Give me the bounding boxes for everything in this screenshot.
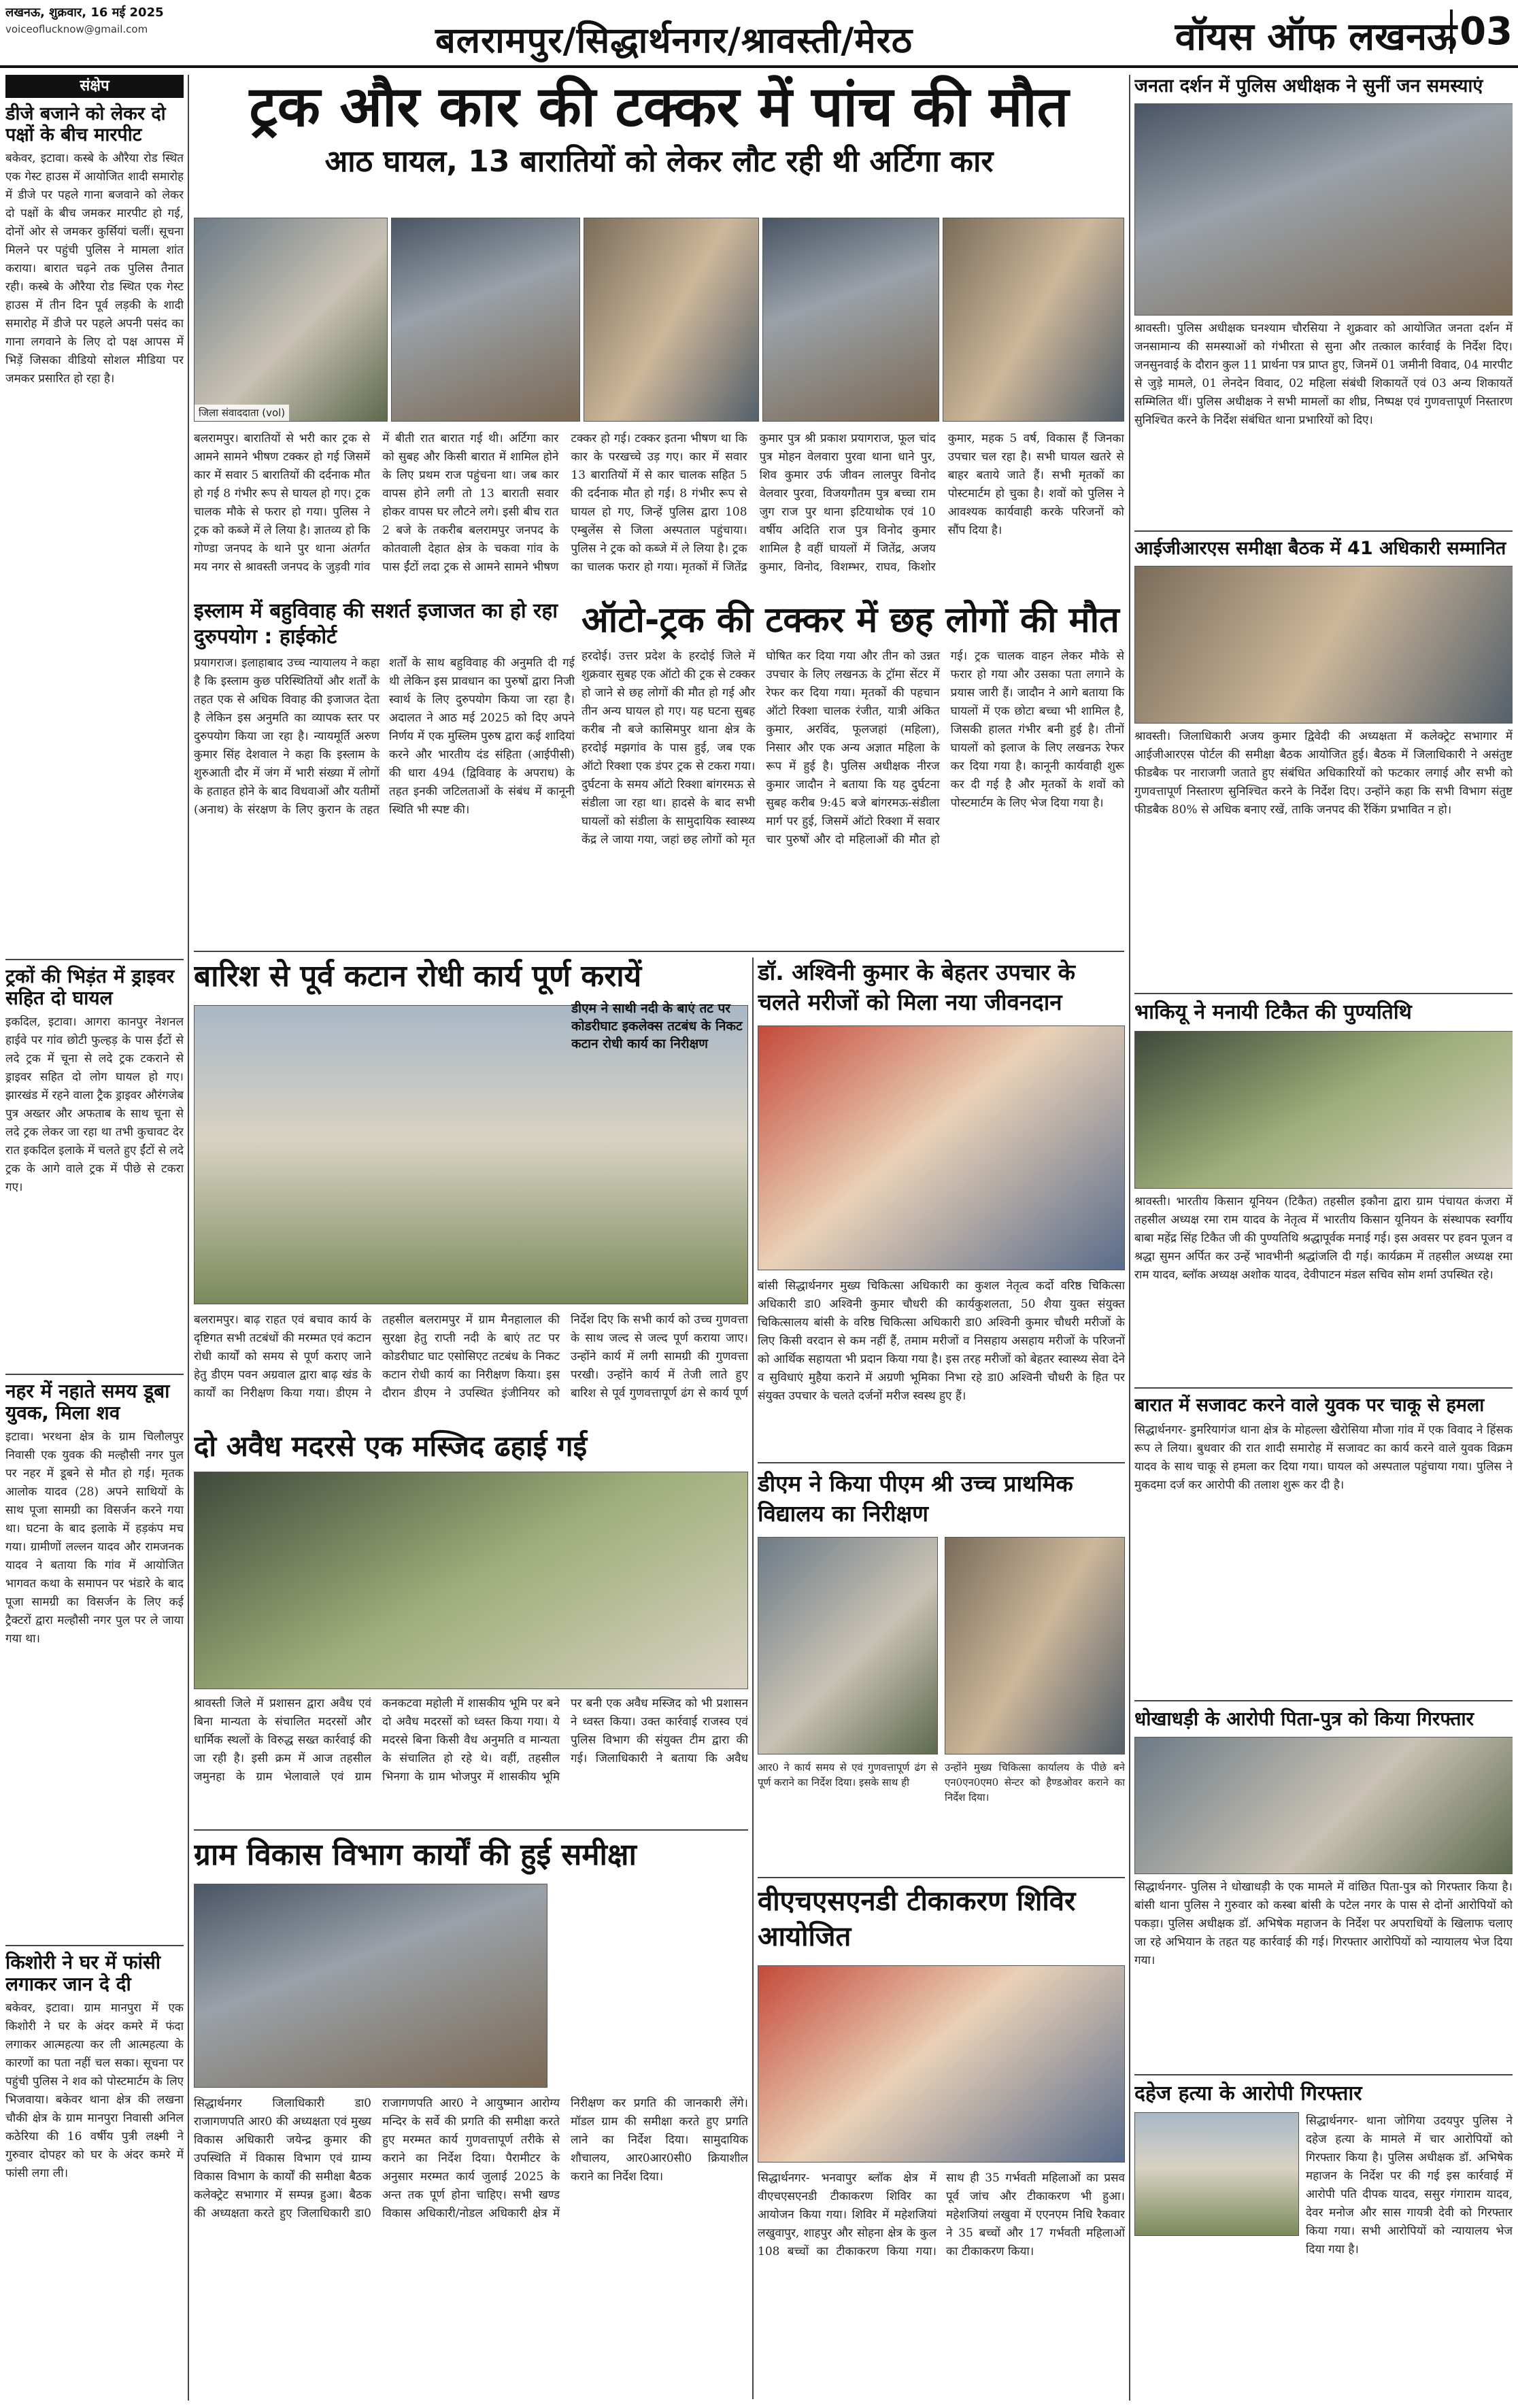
doctor-patient-photo <box>758 1025 1125 1270</box>
barish-bullet: डीएम ने साथी नदी के बाएं तट पर कोडरीघाट इकलेक्स तटबंध के निकट कटान रोधी कार्य का निरीक्षण <box>571 1001 743 1051</box>
brief-story-1-title[interactable]: डीजे बजाने को लेकर दो पक्षों के बीच मारपीट <box>5 103 166 146</box>
gram-vikas-body: सिद्धार्थनगर जिलाधिकारी डा0 राजागणपति आर0 की अध्यक्षता एवं मुख्य विकास अधिकारी जयेन्द्र कुमार की उपस्थिति में विकास विभाग एवं ग्राम्य विकास विभाग के कार्यों की समीक्षा बैठक कलेक्ट्रेट सभागार में सम्पन्न हुआ। बैठक की अध्यक्षता करते हुए जिलाधिकारी डा0 राजागणपति आर0 ने आयुष्मान आरोग्य मन्दिर के सर्वे की प्रगति की समीक्षा करते हुए मरम्मत कार्य गुणवत्तापूर्ण तरीके से कराने का निर्देश दिया। पैरामीटर के अनुसार मरम्मत कार्य जुलाई 2025 के अन्त तक पूर्ण होना चाहिए। सभी खण्ड विकास अधिकारी/नोडल अधिकारी क्षेत्र में निरीक्षण कर प्रगति की जानकारी लेंगे। मॉडल ग्राम की समीक्षा करते हुए प्रगति लाने का निर्देश दिया। सामुदायिक शौचालय, आर0आर0सी0 क्रियाशील कराने का निर्देश दिया। <box>194 2097 748 2220</box>
right-story-5-title[interactable]: धोखाधड़ी के आरोपी पिता-पुत्र को किया गिरफ्तार <box>1134 1708 1474 1730</box>
meeting-photo <box>194 1884 547 2088</box>
lead-story-body: बलरामपुर। बारातियों से भरी कार ट्रक से आमने सामने भीषण टक्कर हो गई जिसमें कार में सवार 5 बारातियों की दर्दनाक मौत हो गई 8 गंभीर रूप से घायल हो गए। ट्रक चालक मौके से फरार हो गया। पुलिस ने ट्रक को कब्जे में ले लिया है। ज्ञातव्य हो कि गोण्डा जनपद के थाने पुर थाना अंतर्गत मय नगर से श्रावस्ती जनपद के जुड़वी गांव में बीती रात बारात गई थी। अर्टिगा कार को सुबह और किसी बारात में शामिल होने के लिए प्रथम राज पहुंचना था। जब कार वापस होने लगी तो 13 बाराती सवार होकर वापस घर लौटने लगे। इसी बीच रात 2 बजे के तकरीब बलरामपुर जनपद के कोतवाली देहात क्षेत्र के चकवा गांव के पास ईंटों लदा ट्रक से आमने सामने भीषण टक्कर हो गई। टक्कर इतना भीषण था कि कार के परखच्चे उड़ गए। कार में सवार 13 बारातियों में से कार चालक सहित 5 की दर्दनाक मौत हो गई। 8 गंभीर रूप से घायल हो गए, जिन्हें पुलिस द्वारा 108 एम्बुलेंस से जिला अस्पताल पहुंचाया। पुलिस ने ट्रक को कब्जे में ले लिया है। ट्रक का चालक फरार हो गया। मृतकों में जितेंद्र कुमार पुत्र श्री प्रकाश प्रयागराज, फूल चांद पुत्र मोहन वेलवारा पुरवा थाना धाने पुर, शिव कुमार उर्फ जीवन लालपुर विनोद वेलवार पुरवा, विजयगौतम पुत्र बच्चा राम जुग राज पुर थाना इटियाथोक एवं 10 वर्षीय अदिति राज पुत्र विनोद कुमार शामिल है वहीं घायलों में जितेंद्र, अजय कुमार, विनोद, विशम्भर, राघव, किशोर कुमार, महक 5 वर्ष, विकास हैं जिनका उपचार चल रहा है। सभी घायल खतरे से बाहर बताये जाते हैं। सभी मृतकों का पोस्टमार्टम हो चुका है। शवों को पुलिस ने आवश्यक कार्यवाही करके परिजनों को सौंप दिया है। <box>194 432 1124 574</box>
brief-story-4 <box>5 1952 184 2380</box>
vaccination-headline[interactable]: वीएचएसएनडी टीकाकरण शिविर आयोजित <box>758 1886 1076 1952</box>
left-brief-column <box>5 75 184 2401</box>
brief-story-4-body: बकेवर, इटावा। ग्राम मानपुरा में एक किशोरी ने घर के अंदर कमरे में फंदा लगाकर आत्महत्या कर ली आत्महत्या के कारणों का पता नहीं चल सका। सूचना पर पहुंची पुलिस ने शव को पोस्टमार्टम के लिए भिजवाया। बकेवर थाना क्षेत्र की लखना चौकी क्षेत्र के ग्राम मानपुरा निवासी अनिल कठेरिया की 16 वर्षीय पुत्री लक्ष्मी ने गुरुवार दोपहर को घर के अंदर कमरे में फांसी लगा ली। <box>5 2001 184 2181</box>
newspaper-brand: वॉयस ऑफ लखनऊ <box>1175 15 1457 59</box>
divider <box>5 959 184 960</box>
tikait-anniversary-photo <box>1134 1031 1513 1189</box>
brief-story-3 <box>5 1380 184 1945</box>
masthead-rule <box>0 65 1518 68</box>
divider <box>758 1877 1125 1878</box>
right-story-4-body: सिद्धार्थनगर- डुमरियागंज थाना क्षेत्र के मोहल्ला खैरोसिया मौजा गांव में एक विवाद ने हिंसक रूप ले लिया। बुधवार की रात शादी समारोह में सजावट का कार्य करने वाले युवक विक्रम यादव के साथ चाकू से हमला कर दिया गया। घायल को अस्पताल पहुंचाया गया। पुलिस ने मुकदमा दर्ज कर आरोपी की तलाश शुरू कर दी है। <box>1134 1423 1513 1492</box>
accident-car-photo <box>194 218 388 422</box>
right-story-4-title[interactable]: बारात में सजावट करने वाले युवक पर चाकू से हमला <box>1134 1395 1485 1416</box>
lead-photo-strip <box>194 218 1124 422</box>
column-divider <box>1129 75 1130 2401</box>
gram-vikas-headline[interactable]: ग्राम विकास विभाग कार्यों की हुई समीक्षा <box>194 1837 637 1872</box>
barish-body: बलरामपुर। बाढ़ राहत एवं बचाव कार्य के दृष्टिगत सभी तटबंधों की मरम्मत एवं कटान रोधी कार्यों को समय से पूर्ण कराए जाने हेतु डीएम पवन अग्रवाल द्वारा बाढ़ खंड के कार्यों का निरीक्षण किया गया। डीएम ने तहसील बलरामपुर में ग्राम मैनहालाल की सुरक्षा हेतु राप्ती नदी के बाएं तट पर कोडरीघाट घाट एसोसिएट तटबंध के निकट कटान रोधी कार्य का निरीक्षण किया। इस दौरान डीएम ने उपस्थित इंजीनियर को निर्देश दिए कि सभी कार्य को उच्च गुणवत्ता के साथ जल्द से जल्द पूर्ण कराया जाए। उन्होंने कार्य में लगी सामग्री की गुणवत्ता परखी। उन्होंने कार्य में तेजी लाते हुए बारिश से पूर्व गुणवत्तापूर्ण ढंग से कार्य पूर्ण <box>194 1313 748 1400</box>
page-cities-title: बलरामपुर/सिद्धार्थनगर/श्रावस्ती/मेरठ <box>435 20 913 61</box>
auto-truck-story <box>581 598 1124 979</box>
auto-truck-headline[interactable]: ऑटो-ट्रक की टक्कर में छह लोगों की मौत <box>581 600 1119 641</box>
brief-story-2-body: इकदिल, इटावा। आगरा कानपुर नेशनल हाईवे पर गांव छोटी फुल्हड़ के पास ईंटों से लदे ट्रक में चूना से लदे ट्रक टकराने से ड्राइवर सहित दो लोग घायल हो गए। झारखंड में रहने वाला ट्रैक ड्राइवर औरंगजेब पुत्र अख्तर और अफताब के साथ चूना से लदे ट्रक लेकर जा रहा था तभी कुचावट देर रात इकदिल इलाके में चलते हुए ईंटों से लदे ट्रक के आगे वाले ट्रक में पीछे से टकरा गए। <box>5 1015 184 1195</box>
divider <box>1134 1700 1513 1701</box>
brief-label: संक्षेप <box>5 75 184 98</box>
madrase-story <box>194 1428 748 1816</box>
divider <box>1134 530 1513 532</box>
brief-story-1-body: बकेवर, इटावा। कस्बे के औरैया रोड स्थित एक गेस्ट हाउस में आयोजित शादी समारोह में डीजे पर पहले गाना बजवाने को लेकर दो पक्षों के बीच जमकर मारपीट हो गई, दोनों ओर से जमकर कुर्सियां चलीं। सूचना मिलने पर पहुंची पुलिस ने मामला शांत कराया। बारात चढ़ने तक पुलिस तैनात रही। कस्बे के औरैया रोड स्थित एक गेस्ट हाउस में तीन दिन पूर्व लड़की के शादी समारोह में डीजे पर पहले अपनी पसंद का गाना लगवाने के लिए दो पक्ष आपस में भिड़ें जिसका वीडियो सोशल मीडिया पर जमकर प्रसारित हो रहा है। <box>5 152 184 386</box>
brief-story-1 <box>5 103 184 918</box>
highcourt-story <box>194 598 575 979</box>
brief-story-3-title[interactable]: नहर में नहाते समय डूबा युवक, मिला शव <box>5 1380 170 1425</box>
edition-date: लखनऊ, शुक्रवार, 16 मई 2025 <box>5 5 164 20</box>
brief-story-4-title[interactable]: किशोरी ने घर में फांसी लगाकर जान दे दी <box>5 1951 161 1996</box>
right-story-6-title[interactable]: दहेज हत्या के आरोपी गिरफ्तार <box>1134 2082 1362 2105</box>
madrase-headline[interactable]: दो अवैध मदरसे एक मस्जिद ढहाई गई <box>194 1429 588 1463</box>
arrest-photo <box>1134 1737 1513 1874</box>
right-story-6 <box>1134 2081 1513 2384</box>
brief-story-2-title[interactable]: ट्रकों की भिड़ंत में ड्राइवर सहित दो घायल <box>5 965 175 1010</box>
right-story-1-title[interactable]: जनता दर्शन में पुलिस अधीक्षक ने सुनीं जन समस्याएं <box>1134 75 1483 97</box>
highcourt-body: प्रयागराज। इलाहाबाद उच्च न्यायालय ने कहा है कि इस्लाम कुछ परिस्थितियों और शर्तों के तहत एक से अधिक विवाह की इजाजत देता है लेकिन इस अनुमति का व्यापक स्तर पर दुरुपयोग किया जा रहा है। न्यायमूर्ति अरुण कुमार सिंह देशवाल ने कहा कि इस्लाम के शुरुआती दौर में जंग में भारी संख्या में लोगों के हताहत होने के बाद विधवाओं और यतीमों (अनाथ) के संरक्षण के लिए कुरान के तहत शर्तों के साथ बहुविवाह की अनुमति दी गई थी लेकिन इस प्रावधान का पुरुषों द्वारा निजी स्वार्थ के लिए दुरुपयोग किया जा रहा है। अदालत ने आठ मई 2025 को दिए अपने निर्णय में एक मुस्लिम पुरुष द्वारा कई शादियां करने और भारतीय दंड संहिता (आईपीसी) की धारा 494 (द्विविवाह के अपराध) के तहत इनकी जटिलताओं के संबंध में कानूनी स्थिति भी स्पष्ट की। <box>194 656 575 817</box>
divider <box>194 1829 748 1831</box>
truck-photo <box>391 218 580 422</box>
right-story-4 <box>1134 1394 1513 1659</box>
divider <box>1134 993 1513 994</box>
right-story-2-title[interactable]: आईजीआरएस समीक्षा बैठक में 41 अधिकारी सम्मानित <box>1134 538 1506 559</box>
right-story-1-body: श्रावस्ती। पुलिस अधीक्षक घनश्याम चौरसिया ने शुक्रवार को आयोजित जनता दर्शन में जनसामान्य की समस्याओं को गंभीरता से सुना और तत्काल कार्रवाई के निर्देश दिए। जनसुनवाई के दौरान कुल 11 प्रार्थना पत्र प्राप्त हुए, जिनमें 01 जमीनी विवाद, 04 मारपीट से जुड़े मामले, 01 लेनदेन विवाद, 02 महिला संबंधी शिकायतें एवं 03 अन्य शिकायतें सम्मिलित थीं। पुलिस अधीक्षक ने सभी मामलों का शीघ्र, निष्पक्ष एवं गुणवत्तापूर्ण निस्तारण सुनिश्चित करने के निर्देश संबंधित थाना प्रभारियों को दिए। <box>1134 322 1513 427</box>
vaccination-story <box>758 1884 1125 2401</box>
divider <box>758 1462 1125 1463</box>
highcourt-headline[interactable]: इस्लाम में बहुविवाह की सशर्त इजाजत का हो रहा दुरुपयोग : हाईकोर्ट <box>194 599 558 649</box>
column-divider <box>752 957 754 2399</box>
barish-bullet-box <box>571 1000 748 1081</box>
lead-photo-caption: जिला संवाददाता (vol) <box>195 405 289 421</box>
right-story-1 <box>1134 75 1513 524</box>
dm-school-story <box>758 1469 1125 1877</box>
lead-subheadline: आठ घायल, 13 बारातियों को लेकर लौट रही थी अर्टिगा कार <box>324 144 994 179</box>
website[interactable]: voiceoflucknow@gmail.com <box>5 23 148 35</box>
public-hearing-photo <box>1134 103 1513 316</box>
school-inspection-photo <box>758 1537 938 1754</box>
dm-school-caption-left: आर0 ने कार्य समय से एवं गुणवत्तापूर्ण ढंग से पूर्ण कराने का निर्देश दिया। इसके साथ ही <box>758 1761 938 1788</box>
dowry-arrest-photo <box>1134 2112 1299 2236</box>
right-story-2 <box>1134 537 1513 1000</box>
divider <box>1134 1387 1513 1389</box>
dm-school-headline[interactable]: डीएम ने किया पीएम श्री उच्च प्राथमिक विद्यालय का निरीक्षण <box>758 1470 1073 1527</box>
divider <box>194 951 1124 952</box>
doctor-body: बांसी सिद्धार्थनगर मुख्य चिकित्सा अधिकारी का कुशल नेतृत्व कर्दो वरिष्ठ चिकित्सा अधिकारी डा0 अश्विनी कुमार चौधरी की कार्यकुशलता, 50 शैया युक्त संयुक्त चिकित्सालय बांसी के वरिष्ठ चिकित्सा अधिकारी डा0 अश्विनी कुमार चौधरी मरीजों के लिए किसी वरदान से कम नहीं हैं, तमाम मरीजों व निसहाय असहाय मरीजों के परिजनों को आर्थिक सहायता भी प्रदान किया गया है। इस तरह मरीजों को बेहतर स्वास्थ्य सेवा देने व सुविधाएं मुहैया कराने में अग्रणी भूमिका निभा रहे डा0 अश्विनी चौधरी के हित पर संयुक्त उपचार के चलते दर्जनों मरीज स्वस्थ हुए हैं। <box>758 1279 1125 1403</box>
doctor-story <box>758 957 1125 1454</box>
brief-story-3-body: इटावा। भरथना क्षेत्र के ग्राम चिलौलपुर निवासी एक युवक की मल्हौसी नगर पुल पर नहर में डूबने से मौत हो गई। मृतक आलोक यादव (28) अपने साथियों के साथ पूजा सामग्री का विसर्जन करने गया था। घटना के बाद इलाके में हड़कंप मच गया। ग्रामीणों लल्लन यादव और रामजनक यादव ने बताया कि गांव में आयोजित भागवत कथा के समापन पर भंडारे के बाद पूजा सामग्री का विसर्जन के लिए कई ट्रैक्टरों द्वारा मल्हौसी नगर पुल पर ले जाया गया था। <box>5 1430 184 1646</box>
auto-truck-body: हरदोई। उत्तर प्रदेश के हरदोई जिले में शुक्रवार सुबह एक ऑटो की ट्रक से टक्कर हो जाने से छह लोगों की मौत हो गई और तीन अन्य घायल हो गए। यह घटना सुबह करीब नौ बजे कासिमपुर थाना क्षेत्र के हरदोई मझगांव के पास हुई, जब एक ऑटो रिक्शा एक डंपर ट्रक से टकरा गया। दुर्घटना के समय ऑटो रिक्शा बांगरमऊ से संडीला जा रहा था। हादसे के बाद सभी घायलों को संडीला के सामुदायिक स्वास्थ्य केंद्र ले जाया गया, जहां छह लोगों को मृत घोषित कर दिया गया और तीन को उन्नत उपचार के लिए लखनऊ के ट्रॉमा सेंटर में रेफर कर दिया गया। मृतकों की पहचान ऑटो रिक्शा चालक रंजीत, यात्री अंकित कुमार, अरविंद, फूलजहां (महिला), निसार और एक अन्य अज्ञात महिला के रूप में हुई है। पुलिस अधीक्षक नीरज कुमार जादौन ने बताया कि यह दुर्घटना सुबह करीब 9:45 बजे बांगरमऊ-संडीला मार्ग पर हुई, जिसमें ऑटो रिक्शा में सवार चार पुरुषों और दो महिलाओं की मौत हो गई। ट्रक चालक वाहन लेकर मौके से फरार हो गया और उसका पता लगाने के प्रयास जारी हैं। जादौन ने आगे बताया कि घायलों में एक छोटा बच्चा भी शामिल है, जिसकी हालत गंभीर बनी हुई है। तीनों घायलों को इलाज के लिए लखनऊ रेफर कर दिया गया है। कानूनी कार्यवाही शुरू कर दी गई है और मृतकों के शवों को पोस्टमार्टम के लिए भेज दिया गया है। <box>581 649 1124 847</box>
right-story-6-body: सिद्धार्थनगर- थाना जोगिया उदयपुर पुलिस ने दहेज हत्या के मामले में चार आरोपियों को गिरफ्तार किया है। पुलिस अधीक्षक डॉ. अभिषेक महाजन के निर्देश पर की गई इस कार्रवाई में आरोपी पति दीपक यादव, ससुर गंगाराम यादव, देवर मनोज और सास गायत्री देवी को गिरफ्तार किया गया। सभी आरोपियों को न्यायालय भेज दिया गया है। <box>1306 2114 1513 2256</box>
gram-vikas-story <box>194 1836 748 2401</box>
injured-person-photo <box>943 218 1124 422</box>
lead-headline[interactable]: ट्रक और कार की टक्कर में पांच की मौत <box>249 75 1069 139</box>
injured-person-photo <box>762 218 939 422</box>
right-story-3-title[interactable]: भाकियू ने मनायी टिकैत की पुण्यतिथि <box>1134 1000 1412 1024</box>
right-story-2-body: श्रावस्ती। जिलाधिकारी अजय कुमार द्विवेदी की अध्यक्षता में कलेक्ट्रेट सभागार में आईजीआरएस पोर्टल की समीक्षा बैठक आयोजित हुई। बैठक में जिलाधिकारी ने असंतुष्ट फीडबैक पर नाराजगी जताते हुए संबंधित अधिकारियों को फटकार लगाई और सभी को गुणवत्तापूर्ण निस्तारण सुनिश्चित करने के निर्देश दिए। उन्होंने कहा कि सभी विभाग संतुष्ट फीडबैक 80% से अधिक बनाए रखें, ताकि जनपद की रैंकिंग प्रभावित न हो। <box>1134 730 1513 817</box>
doctor-headline[interactable]: डॉ. अश्विनी कुमार के बेहतर उपचार के चलते मरीजों को मिला नया जीवनदान <box>758 959 1075 1015</box>
award-ceremony-photo <box>1134 566 1513 724</box>
injured-person-photo <box>584 218 759 422</box>
right-story-3-body: श्रावस्ती। भारतीय किसान यूनियन (टिकैत) तहसील इकौना द्वारा ग्राम पंचायत कंजरा में तहसील अध्यक्ष रमा राम यादव के नेतृत्व में भारतीय किसान यूनियन के संस्थापक स्वर्गीय बाबा महेंद्र सिंह टिकैत जी की पुण्यतिथि श्रद्धापूर्वक मनाई गई। इस अवसर पर हवन पूजन व श्रद्धा सुमन अर्पित कर उन्हें भावभीनी श्रद्धांजलि दी गई। कार्यक्रम में तहसील अध्यक्ष रमा राम यादव, ब्लॉक अध्यक्ष अशोक यादव, देवीपाटन मंडल सचिव सोम शर्मा उपस्थित रहे। <box>1134 1195 1513 1282</box>
right-column <box>1134 75 1513 2401</box>
school-building-photo <box>945 1537 1125 1754</box>
divider <box>5 1945 184 1946</box>
vaccination-camp-photo <box>758 1965 1125 2163</box>
brief-story-2 <box>5 966 184 1367</box>
demolition-photo <box>194 1472 748 1689</box>
right-story-5 <box>1134 1707 1513 2055</box>
divider <box>1134 2074 1513 2075</box>
divider <box>5 1374 184 1375</box>
page-number: 03 <box>1450 10 1513 54</box>
right-story-3 <box>1134 1000 1513 1383</box>
right-story-5-body: सिद्धार्थनगर- पुलिस ने धोखाधड़ी के एक मामले में वांछित पिता-पुत्र को गिरफ्तार किया है। बांसी थाना पुलिस ने गुरुवार को कस्बा बांसी के पटेल नगर के पास से दोनों आरोपियों को पकड़ा। पुलिस अधीक्षक डॉ. अभिषेक महाजन के निर्देश पर अपराधियों के खिलाफ चलाए जा रहे अभियान के तहत यह कार्रवाई की गई। गिरफ्तार आरोपियों को न्यायालय भेज दिया गया। <box>1134 1880 1513 1967</box>
dm-school-caption-right: उन्होंने मुख्य चिकित्सा कार्यालय के पीछे बने एन0एन0एम0 सेन्टर को हैण्डओवर कराने का निर्देश दिया। <box>945 1761 1125 1803</box>
madrase-body: श्रावस्ती जिले में प्रशासन द्वारा अवैध एवं बिना मान्यता के संचालित मदरसों और धार्मिक स्थलों के विरुद्ध सख्त कार्रवाई की जा रही है। इसी क्रम में आज तहसील जमुनहा के ग्राम भेलावाले एवं ग्राम कनकटवा महोली में शासकीय भूमि पर बने दो अवैध मदरसों को ध्वस्त किया गया। ये मदरसे बिना किसी वैध अनुमति व मान्यता के संचालित हो रहे थे। वहीं, तहसील भिनगा के ग्राम भोजपुर में शासकीय भूमि पर बनी एक अवैध मस्जिद को भी प्रशासन ने ध्वस्त किया। उक्त कार्रवाई राजस्व एवं पुलिस विभाग की संयुक्त टीम द्वारा की गई। जिलाधिकारी ने बताया कि अवैध <box>194 1697 748 1784</box>
vaccination-body: सिद्धार्थनगर- भनवापुर ब्लॉक क्षेत्र में वीएचएसएनडी टीकाकरण शिविर का आयोजन किया गया। शिविर में महेशजियां लखुवापुर, शाहपुर और सोहना क्षेत्र के कुल 108 बच्चों का टीकाकरण किया गया। साथ ही 35 गर्भवती महिलाओं का प्रसव पूर्व जांच और टीकाकरण भी हुआ। महेशजियां लखुवा में एएनएम निधि रैकवार ने 35 बच्चों और 17 गर्भवती महिलाओं का टीकाकरण किया। <box>758 2171 1125 2258</box>
barish-headline[interactable]: बारिश से पूर्व कटान रोधी कार्य पूर्ण करायें <box>194 959 642 994</box>
column-divider <box>188 75 189 2401</box>
